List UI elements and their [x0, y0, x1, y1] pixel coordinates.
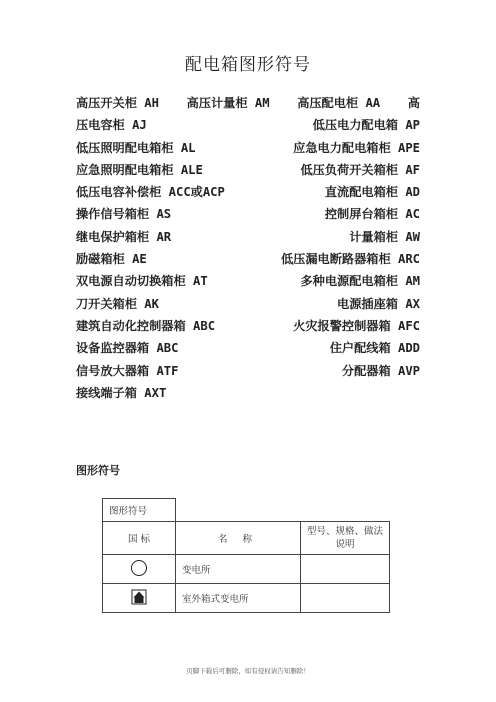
column-header-guobiao: 国 标: [103, 522, 176, 555]
code-row: [76, 382, 420, 404]
outdoor-substation-icon: [131, 589, 147, 605]
code-row: [76, 226, 420, 248]
code-item: 多种电源配电箱柜 AM: [300, 274, 420, 289]
column-header-name: 名 称: [176, 522, 301, 555]
table-row: [103, 555, 390, 584]
code-item: 住户配线箱 ADD: [329, 341, 420, 356]
code-item: 刀开关箱柜 AK: [76, 296, 159, 311]
code-row: [76, 293, 420, 315]
code-item: 双电源自动切换箱柜 AT: [76, 274, 208, 289]
code-item: 继电保护箱柜 AR: [76, 229, 172, 244]
code-item: 高: [407, 96, 420, 110]
code-item: 直流配电箱柜 AD: [324, 185, 420, 200]
code-row: [76, 159, 420, 181]
code-item: 应急电力配电箱柜 APE: [293, 140, 420, 155]
code-row: [76, 137, 420, 159]
page-footer: 页脚下载后可删除，如有侵权请告知删除！: [186, 667, 310, 675]
code-item: 信号放大器箱 ATF: [76, 363, 179, 378]
column-header-spec: 型号、规格、做法说明: [301, 522, 390, 555]
code-item: 低压电容补偿柜 ACC或ACP: [76, 185, 225, 200]
code-item: 火灾报警控制器箱 AFC: [293, 318, 420, 333]
code-item: 分配器箱 AVP: [341, 363, 420, 378]
code-row: [76, 315, 420, 337]
code-row: [76, 181, 420, 203]
code-row: [76, 114, 420, 136]
circle-icon: [130, 559, 148, 577]
code-item: 压电容柜 AJ: [76, 118, 147, 133]
code-item: 低压漏电断路器箱柜 ARC: [280, 252, 420, 267]
code-item: 计量箱柜 AW: [349, 229, 420, 244]
code-row: [76, 337, 420, 359]
code-item: 电源插座箱 AX: [337, 296, 420, 311]
code-item: 设备监控器箱 ABC: [76, 341, 179, 356]
row-spec: [301, 555, 390, 584]
code-item: 高压开关柜 AH: [76, 96, 159, 110]
code-item: 控制屏台箱柜 AC: [324, 207, 420, 222]
symbol-table: [102, 498, 390, 613]
code-row: [76, 203, 420, 225]
section-heading: 图形符号: [76, 464, 120, 477]
code-item: 低压电力配电箱 AP: [312, 118, 420, 133]
outdoor-substation-symbol-cell: [103, 584, 176, 613]
code-item: 低压负荷开关箱柜 AF: [300, 162, 420, 177]
code-row: [76, 92, 420, 114]
code-row: [76, 248, 420, 270]
table-caption: 图形符号: [103, 499, 176, 522]
table-row: [103, 584, 390, 613]
page-title: 配电箱图形符号: [185, 55, 311, 75]
substation-symbol-cell: [103, 555, 176, 584]
code-item: 低压照明配电箱柜 AL: [76, 140, 196, 155]
code-list: [76, 92, 420, 404]
code-item: 高压计量柜 AM: [186, 96, 270, 110]
code-item: 励磁箱柜 AE: [76, 252, 147, 267]
code-item: 应急照明配电箱柜 ALE: [76, 162, 203, 177]
row-spec: [301, 584, 390, 613]
code-item: 高压配电柜 AA: [297, 96, 381, 110]
row-name: 变电所: [176, 555, 301, 584]
code-row: [76, 270, 420, 292]
row-name: 室外箱式变电所: [176, 584, 301, 613]
code-item: 操作信号箱柜 AS: [76, 207, 172, 222]
code-item: 接线端子箱 AXT: [76, 385, 167, 400]
code-item: 建筑自动化控制器箱 ABC: [76, 318, 216, 333]
code-row: [76, 360, 420, 382]
